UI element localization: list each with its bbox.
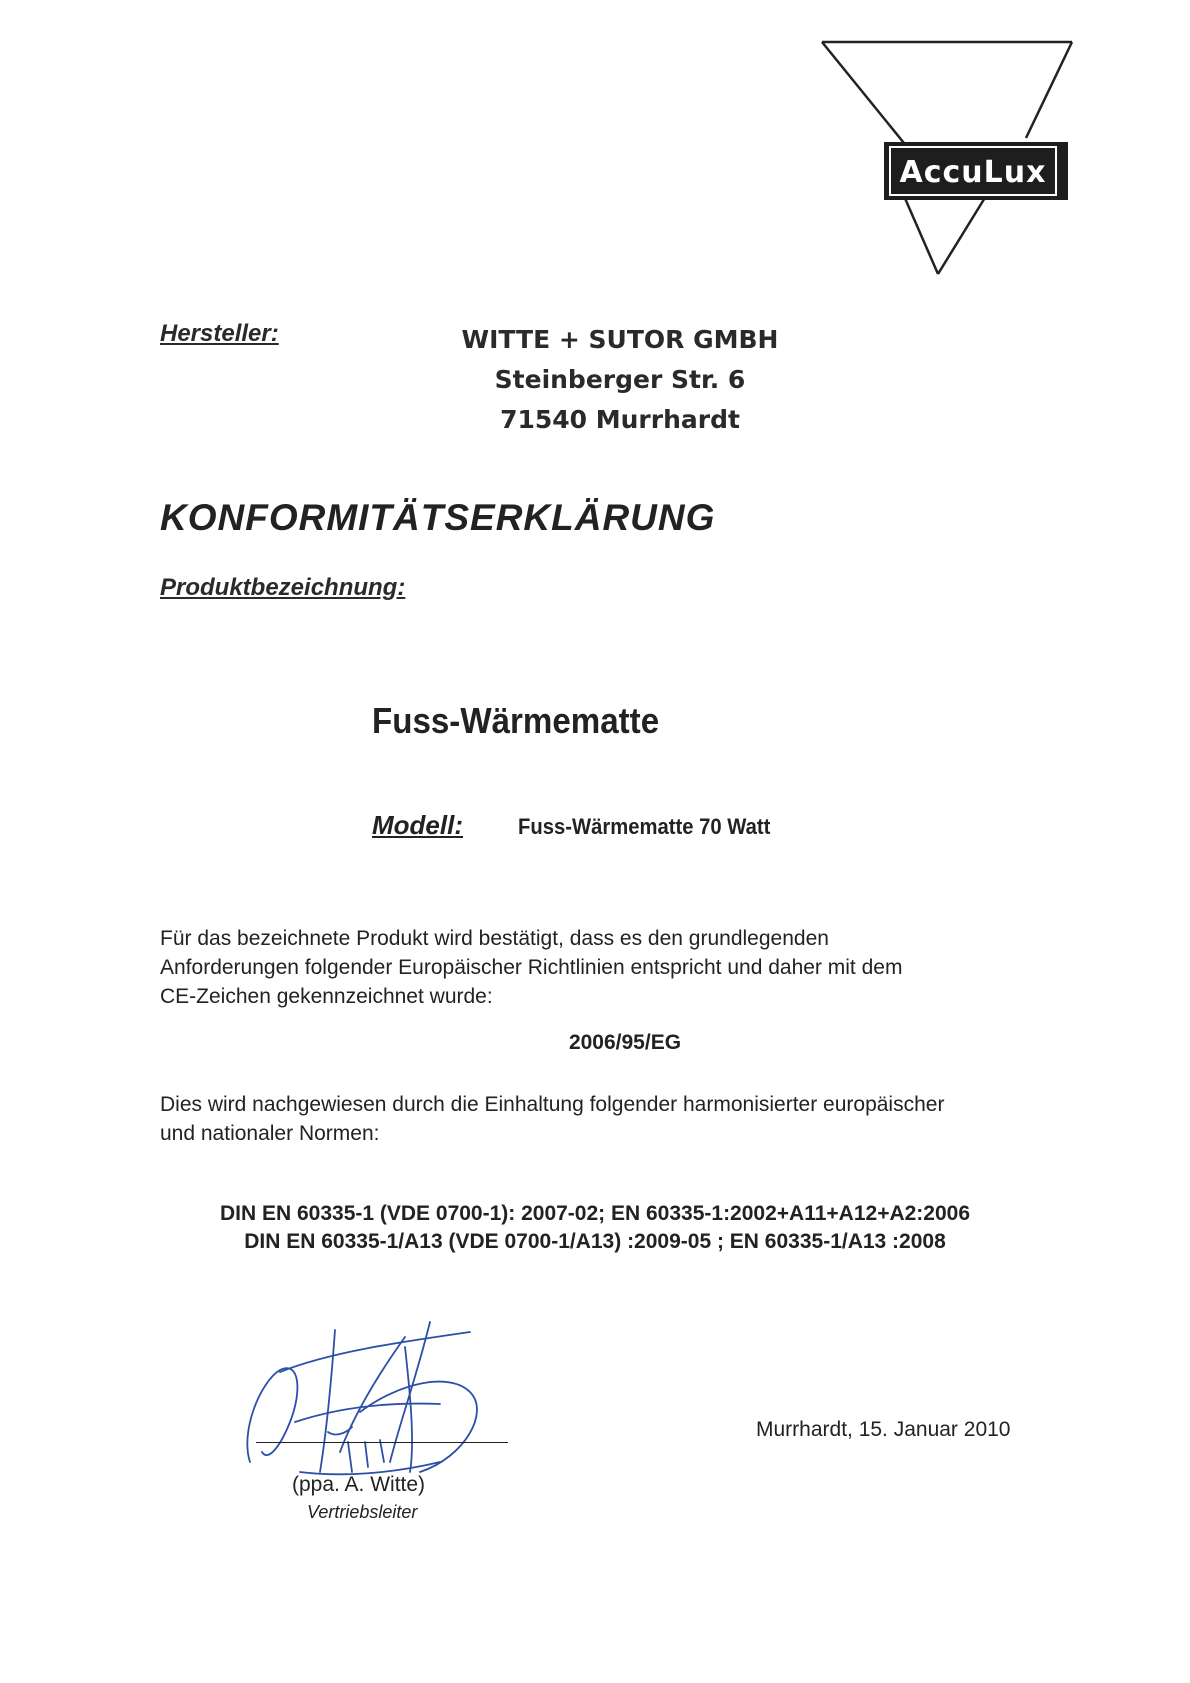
confirmation-paragraph (160, 924, 1080, 1011)
paragraph-line: und nationaler Normen: (160, 1122, 380, 1145)
acculux-logo (820, 38, 1074, 278)
product-label: Produktbezeichnung: (160, 574, 406, 601)
manufacturer-city: 71540 Murrhardt (500, 405, 740, 434)
paragraph-line: CE-Zeichen gekennzeichnet wurde: (160, 985, 493, 1008)
paragraph-line: Dies wird nachgewiesen durch die Einhaltung folgender harmonisierter europäischer (160, 1093, 945, 1116)
directive-number: 2006/95/EG (568, 1031, 682, 1054)
paragraph-line: Anforderungen folgender Europäischer Richtlinien entspricht und daher mit dem (160, 956, 903, 979)
handwritten-signature (240, 1312, 510, 1482)
svg-text:AccuLux: AccuLux (899, 155, 1047, 190)
norm-line: DIN EN 60335-1 (VDE 0700-1): 2007-02; EN 60335-1:2002+A11+A12+A2:2006 (219, 1202, 971, 1225)
norms-list (0, 1200, 1190, 1256)
manufacturer-name: WITTE + SUTOR GMBH (461, 325, 779, 354)
signer-name: (ppa. A. Witte) (292, 1473, 426, 1496)
model-label: Modell: (372, 810, 463, 840)
paragraph-line: Für das bezeichnete Produkt wird bestätigt, dass es den grundlegenden (160, 927, 829, 950)
signer-role: Vertriebsleiter (307, 1502, 418, 1522)
manufacturer-address (420, 320, 820, 440)
product-name: Fuss-Wärmematte (372, 700, 660, 741)
manufacturer-street: Steinberger Str. 6 (494, 365, 746, 394)
model-value: Fuss-Wärmematte 70 Watt (518, 814, 771, 839)
manufacturer-label: Hersteller: (160, 320, 279, 347)
norm-line: DIN EN 60335-1/A13 (VDE 0700-1/A13) :2009-05 ; EN 60335-1/A13 :2008 (244, 1230, 946, 1253)
signature-line (256, 1442, 508, 1443)
norms-intro-paragraph (160, 1090, 1080, 1148)
place-date: Murrhardt, 15. Januar 2010 (756, 1418, 1011, 1441)
document-title: KONFORMITÄTSERKLÄRUNG (160, 497, 716, 538)
